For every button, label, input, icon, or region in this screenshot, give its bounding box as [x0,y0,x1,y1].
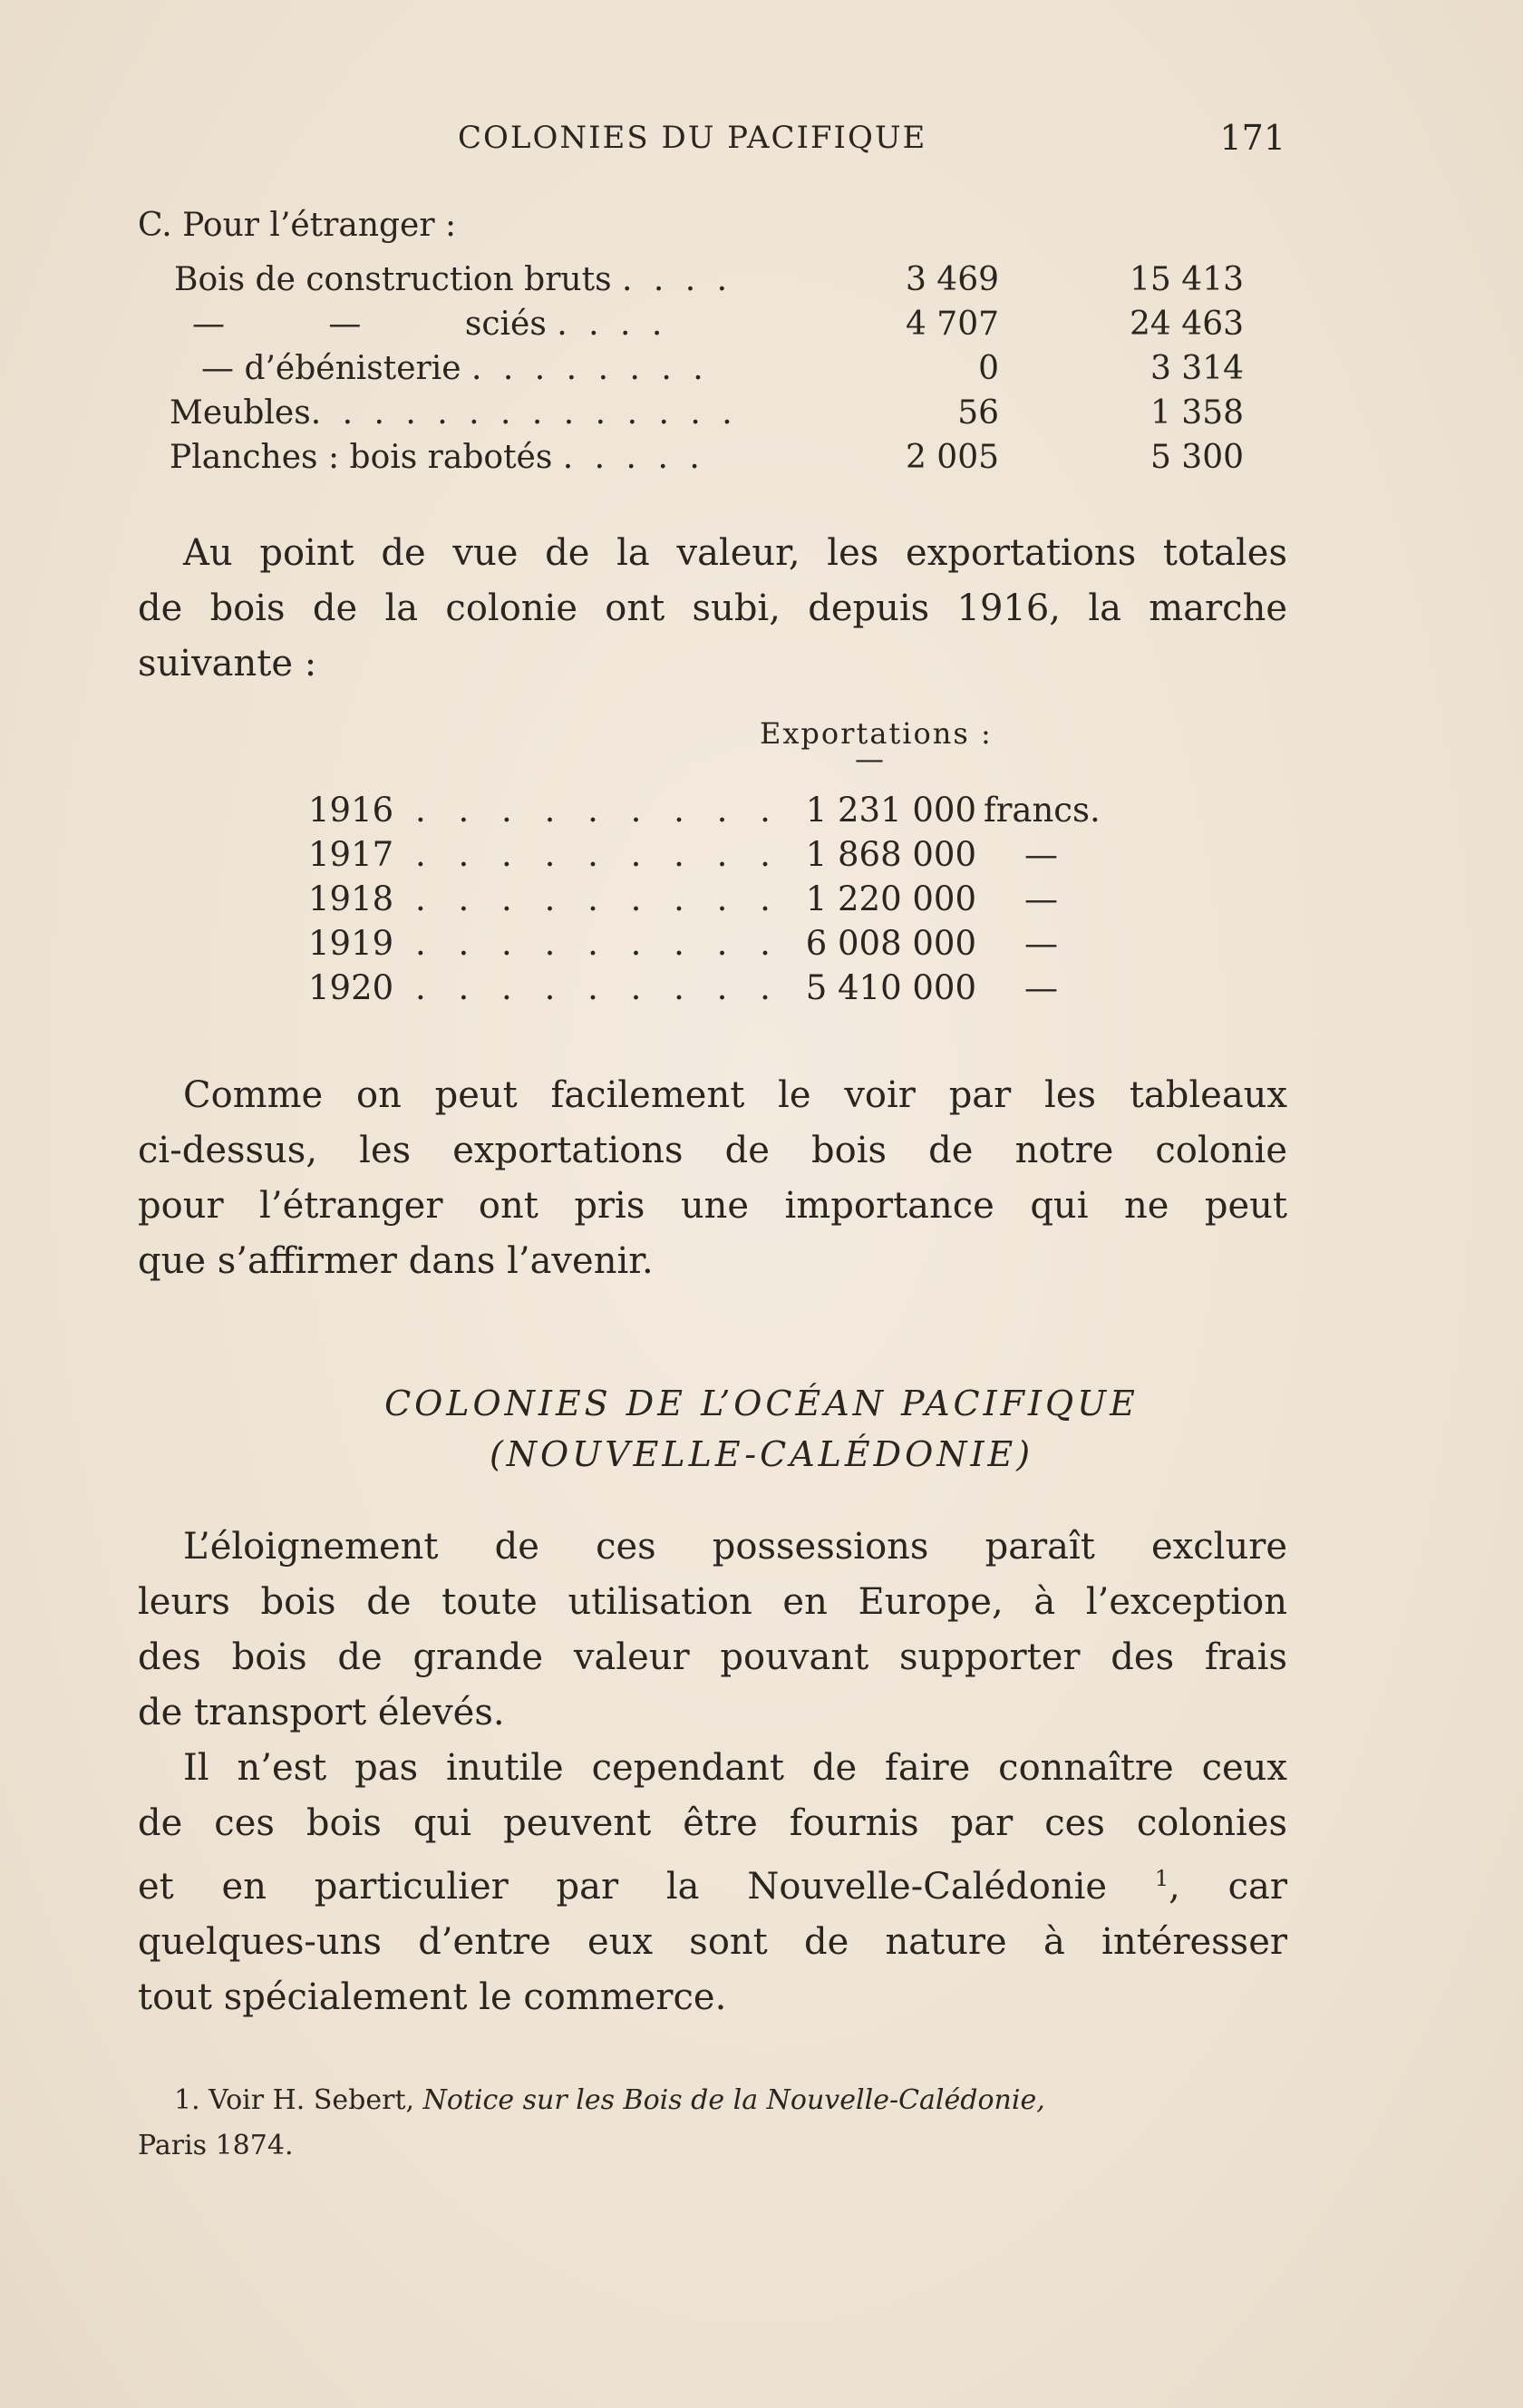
quantity-value: 3 469 [905,261,999,298]
unit: francs. [984,791,1101,830]
value-value: 1 358 [1150,394,1244,432]
amount: 1 231 000 [805,791,976,830]
quantity-value: 4 707 [905,306,999,343]
table-row [308,791,1124,835]
dot-leader: . . . . . . . . . [415,879,781,918]
text-line: de bois de la colonie ont subi, depuis 1916, la marche [138,587,1287,629]
table-row [174,350,1244,394]
paragraph-inutile [138,1741,1287,2025]
quantity-value: 56 [957,394,999,432]
dot-leader: . . . . . . . . . [415,835,781,874]
table-row [174,306,1244,350]
paragraph-valeur [138,526,1287,692]
section-title [0,1378,1523,1480]
running-title: COLONIES DU PACIFIQUE [458,120,927,156]
row-label: — — sciés [192,306,547,343]
value-value: 3 314 [1150,350,1244,387]
dot-leader: . . . . [557,306,668,343]
exportations-dash: — [855,742,884,776]
quantity-value: 2 005 [905,439,999,476]
table-row [170,394,1244,439]
value-value: 5 300 [1150,439,1244,476]
footnote-label: 1. Voir H. Sebert, [174,2084,415,2116]
dot-leader: . . . . . . . . . . . . . . [310,394,738,432]
dot-leader: . . . . . . . . . [415,924,781,963]
text-line: de ces bois qui peuvent être fournis par ces colonies [138,1802,1287,1844]
text-line: quelques-uns d’entre eux sont de nature à intéresser [138,1921,1287,1963]
paragraph-comme [138,1068,1287,1289]
table-heading-etranger: C. Pour l’étranger : [138,207,457,244]
footnote [138,2078,1287,2169]
footnote-line: Paris 1874. [138,2130,294,2161]
footnote-reference: 1 [1154,1866,1169,1891]
table-row [174,261,1244,306]
text-line: ci-dessus, les exportations de bois de notre colonie [138,1130,1287,1171]
text-line: de transport élevés. [138,1692,505,1733]
year: 1916 [308,791,394,830]
unit: — [1024,924,1058,963]
text-line: des bois de grande valeur pouvant supporter des frais [138,1636,1287,1678]
text-line: Il n’est pas inutile cependant de faire connaître ceux [183,1747,1287,1789]
text-line: pour l’étranger ont pris une importance qui ne peut [138,1185,1287,1227]
dot-leader: . . . . . [562,439,705,476]
table-row [308,835,1124,879]
dot-leader: . . . . [622,261,733,298]
etranger-table [170,261,1244,483]
paragraph-eloignement [138,1520,1287,1741]
unit: — [1024,879,1058,918]
amount: 1 220 000 [805,879,976,918]
table-row [170,439,1244,483]
value-value: 15 413 [1130,261,1244,298]
text-line: tout spécialement le commerce. [138,1976,727,2018]
table-row [308,924,1124,968]
section-subtitle-line: (NOUVELLE-CALÉDONIE) [489,1434,1034,1474]
row-label: — d’ébénisterie [201,350,461,387]
text-line [138,1851,1287,1915]
text-line: suivante : [138,643,317,685]
quantity-value: 0 [978,350,999,387]
amount: 5 410 000 [805,968,976,1007]
text-fragment: et en particulier par la Nouvelle-Calédonie [138,1866,1108,1908]
dot-leader: . . . . . . . . . [415,791,781,830]
text-line: L’éloignement de ces possessions paraît exclure [183,1526,1287,1568]
row-label: Planches : bois rabotés [170,439,553,476]
amount: 1 868 000 [805,835,976,874]
table-row [308,879,1124,924]
exportations-table [308,791,1124,1013]
page-number: 171 [1219,118,1285,158]
row-label: Bois de construction bruts [174,261,612,298]
text-line: que s’affirmer dans l’avenir. [138,1240,654,1282]
table-row [308,968,1124,1013]
text-line: Comme on peut facilement le voir par les tableaux [183,1074,1287,1116]
unit: — [1024,835,1058,874]
amount: 6 008 000 [805,924,976,963]
text-line: leurs bois de toute utilisation en Europe, à l’exception [138,1581,1287,1623]
year: 1919 [308,924,394,963]
text-line: Au point de vue de la valeur, les exportations totales [183,532,1287,574]
exportations-heading: Exportations : [760,716,993,751]
row-label: Meubles [170,394,311,432]
unit: — [1024,968,1058,1007]
text-fragment: , car [1169,1866,1287,1908]
section-title-line: COLONIES DE L’OCÉAN PACIFIQUE [384,1384,1139,1423]
dot-leader: . . . . . . . . . [415,968,781,1007]
value-value: 24 463 [1130,306,1244,343]
dot-leader: . . . . . . . . [471,350,709,387]
year: 1918 [308,879,394,918]
year: 1920 [308,968,394,1007]
year: 1917 [308,835,394,874]
footnote-title: Notice sur les Bois de la Nouvelle-Calédonie, [422,2084,1045,2116]
